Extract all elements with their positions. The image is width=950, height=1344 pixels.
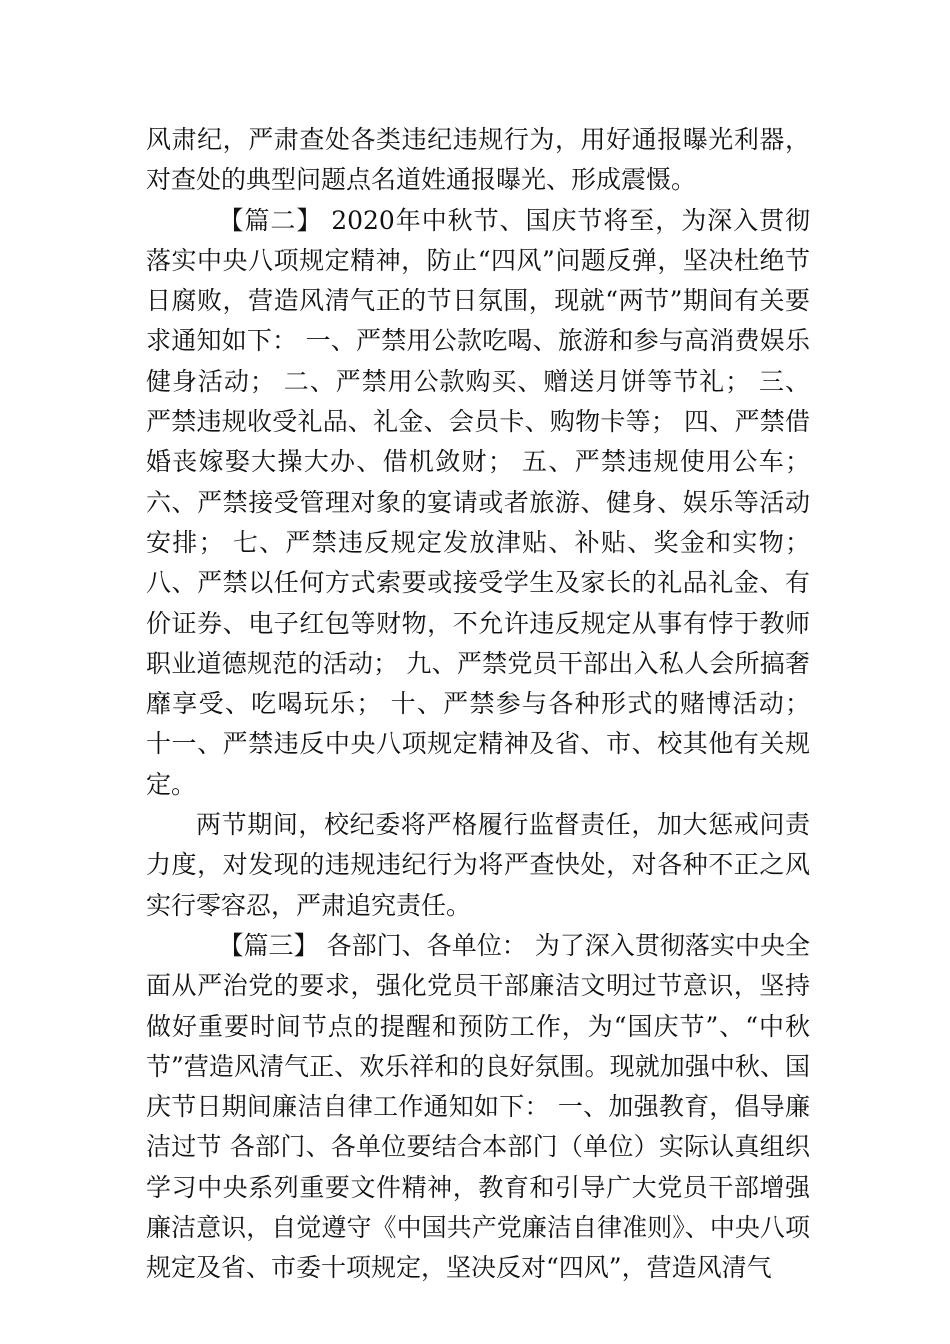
paragraph-part-two: 【篇二】 2020年中秋节、国庆节将至，为深入贯彻落实中央八项规定精神，防止“四风”问题反弹，坚决杜绝节日腐败，营造风清气正的节日氛围，现就“两节”期间有关要求通知如下： 一、严禁用公款吃喝、旅游和参与高消费娱乐健身活动； 二、严禁用公款购买、赠送月饼等节礼； 三、严禁违规收受礼品、礼金、会员卡、购物卡等； 四、严禁借婚丧嫁娶大操大办、借机敛财； 五、严禁违规使用公车； 六、严禁接受管理对象的宴请或者旅游、健身、娱乐等活动安排； 七、严禁违反规定发放津贴、补贴、奖金和实物； 八、严禁以任何方式索要或接受学生及家长的礼品礼金、有价证券、电子红包等财物，不允许违反规定从事有悖于教师职业道德规范的活动； 九、严禁党员干部出入私人会所搞奢靡享受、吃喝玩乐； 十、严禁参与各种形式的赌博活动； 十一、严禁违反中央八项规定精神及省、市、校其他有关规定。 — [146, 205, 810, 799]
paragraph-part-three: 【篇三】 各部门、各单位： 为了深入贯彻落实中央全面从严治党的要求，强化党员干部廉洁文明过节意识，坚持做好重要时间节点的提醒和预防工作，为“国庆节”、“中秋节”营造风清气正、欢乐祥和的良好氛围。现就加强中秋、国庆节日期间廉洁自律工作通知如下： 一、加强教育，倡导廉洁过节 各部门、各单位要结合本部门（单位）实际认真组织学习中央系列重要文件精神，教育和引导广大党员干部增强廉洁意识，自觉遵守《中国共产党廉洁自律准则》、中央八项规定及省、市委十项规定，坚决反对“四风”，营造风清气 — [146, 930, 810, 1283]
paragraph-holiday-supervision: 两节期间，校纪委将严格履行监督责任，加大惩戒问责力度，对发现的违规违纪行为将严查快处，对各种不正之风实行零容忍，严肃追究责任。 — [146, 810, 810, 920]
paragraph-continuation: 风肃纪，严肃查处各类违纪违规行为，用好通报曝光利器，对查处的典型问题点名道姓通报曝光、形成震慑。 — [146, 125, 810, 195]
document-page — [146, 120, 810, 1289]
